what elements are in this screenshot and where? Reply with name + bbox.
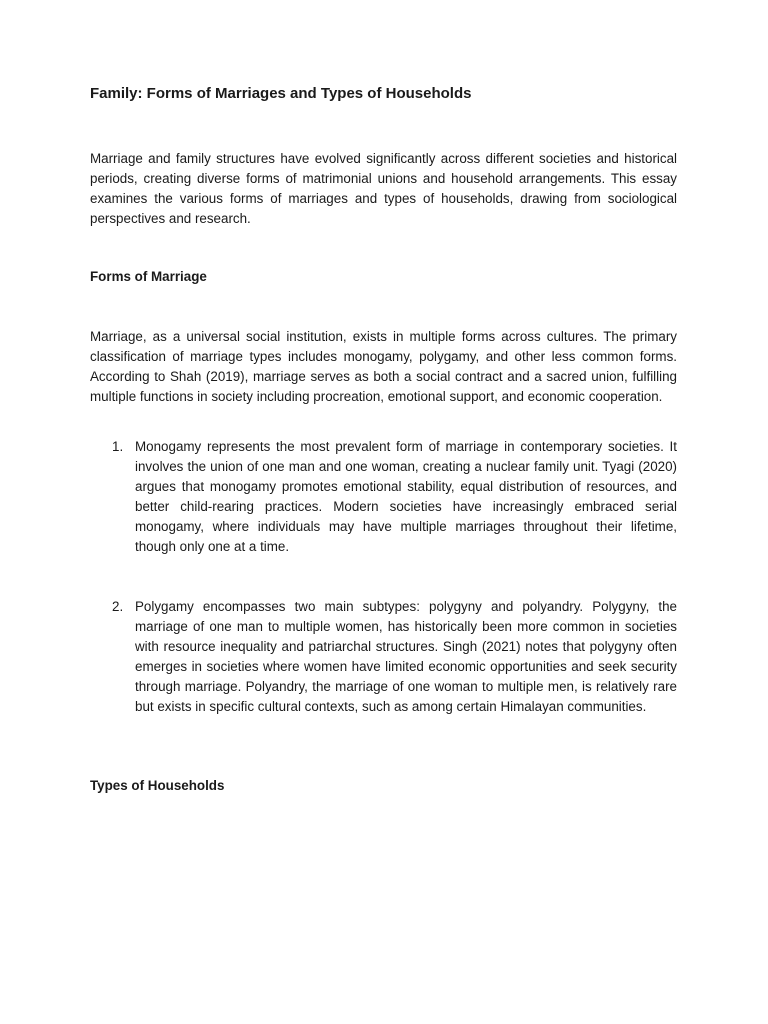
list-number: 1. [112, 439, 124, 454]
list-number: 2. [112, 599, 124, 614]
section-heading-forms-of-marriage: Forms of Marriage [90, 269, 207, 284]
list-item-monogamy [90, 437, 677, 558]
intro-paragraph: Marriage and family structures have evolved significantly across different societies and historical periods, creating diverse forms of matrimonial unions and household arrangements. This essay examines the various forms of marriages and types of households, drawing from sociological perspectives and research. [90, 151, 677, 227]
list-item-polygamy [90, 597, 677, 718]
list-item-text: Polygamy encompasses two main subtypes: polygyny and polyandry. Polygyny, the marriage of one man to multiple women, has historically been more common in societies with resource inequality and patriarchal structures. Singh (2021) notes that polygyny often emerges in societies where women have limited economic opportunities and seek security through marriage. Polyandry, the marriage of one woman to multiple men, is relatively rare but exists in specific cultural contexts, such as among certain Himalayan communities. [135, 599, 677, 715]
section-heading-types-of-households: Types of Households [90, 778, 225, 793]
list-item-text: Monogamy represents the most prevalent form of marriage in contemporary societies. It involves the union of one man and one woman, creating a nuclear family unit. Tyagi (2020) argues that monogamy promotes emotional stability, equal distribution of resources, and better child-rearing practices. Modern societies have increasingly embraced serial monogamy, where individuals may have multiple marriages throughout their lifetime, though only one at a time. [135, 439, 677, 555]
forms-of-marriage-paragraph: Marriage, as a universal social institution, exists in multiple forms across cultures. The primary classification of marriage types includes monogamy, polygamy, and other less common forms. According to Shah (2019), marriage serves as both a social contract and a sacred union, fulfilling multiple functions in society including procreation, emotional support, and economic cooperation. [90, 329, 677, 405]
document-title: Family: Forms of Marriages and Types of Households [90, 85, 472, 102]
